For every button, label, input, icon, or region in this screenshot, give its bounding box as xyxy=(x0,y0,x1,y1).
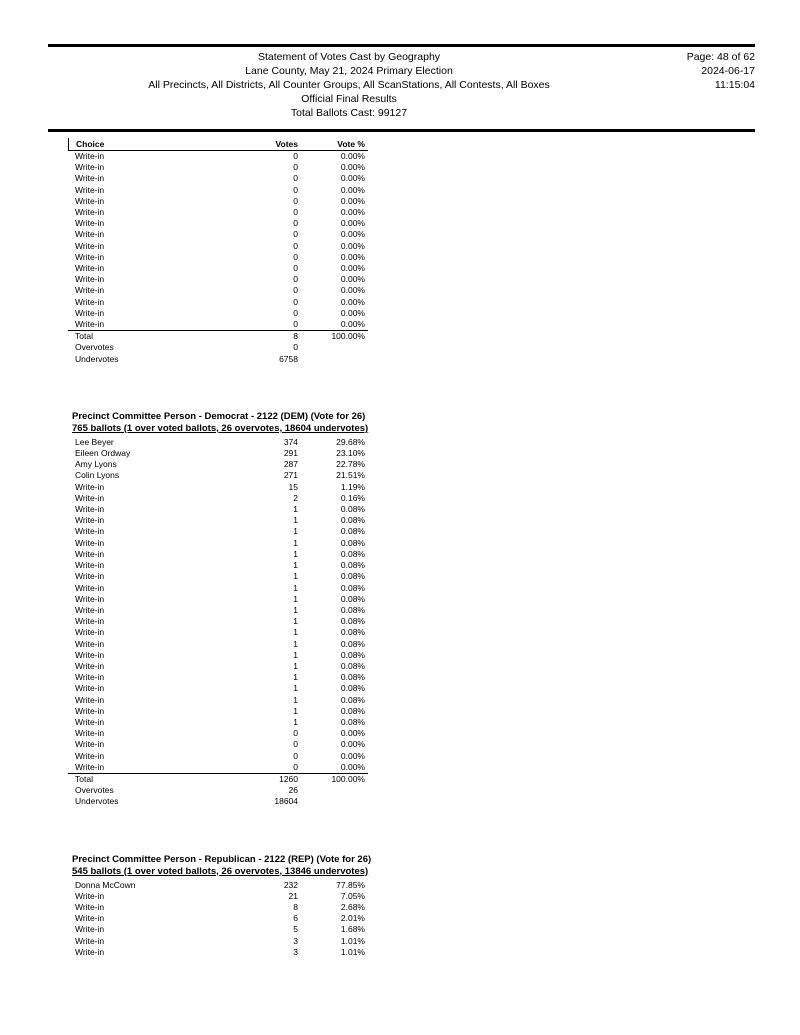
table-row xyxy=(68,627,368,638)
contest-ballots-summary: 545 ballots (1 over voted ballots, 26 overvotes, 13846 undervotes) xyxy=(72,865,369,877)
votes-cell: 21 xyxy=(288,890,298,901)
choice-cell: Write-in xyxy=(75,548,105,559)
vote-percent-cell: 0.00% xyxy=(340,162,365,173)
table-body xyxy=(68,880,368,958)
votes-cell: 232 xyxy=(283,879,298,890)
choice-cell: Write-in xyxy=(75,560,105,571)
votes-cell: 5 xyxy=(293,924,298,935)
table-row xyxy=(68,774,368,785)
vote-percent-cell: 0.08% xyxy=(340,649,365,660)
table-row xyxy=(68,342,368,353)
table-row xyxy=(68,482,368,493)
report-header-center xyxy=(48,50,650,120)
table-row xyxy=(68,448,368,459)
choice-cell: Write-in xyxy=(75,229,105,240)
table-row xyxy=(68,319,368,330)
votes-cell: 1 xyxy=(293,616,298,627)
votes-cell: 1 xyxy=(293,560,298,571)
contest-title: Precinct Committee Person - Democrat - 2122 (DEM) (Vote for 26) xyxy=(72,410,366,422)
votes-cell: 0 xyxy=(293,285,298,296)
table-row xyxy=(68,616,368,627)
choice-cell: Write-in xyxy=(75,694,105,705)
choice-cell: Amy Lyons xyxy=(75,459,117,470)
total-ballots-line: Total Ballots Cast: 99127 xyxy=(290,107,408,119)
votes-cell: 1 xyxy=(293,515,298,526)
choice-cell: Write-in xyxy=(75,274,105,285)
table-row xyxy=(68,162,368,173)
votes-cell: 18604 xyxy=(274,796,298,807)
votes-cell: 287 xyxy=(283,459,298,470)
votes-cell: 1 xyxy=(293,683,298,694)
votes-cell: 1 xyxy=(293,716,298,727)
vote-percent-cell: 2.68% xyxy=(340,901,365,912)
choice-cell: Write-in xyxy=(75,705,105,716)
table-row xyxy=(68,437,368,448)
table-row xyxy=(68,515,368,526)
votes-cell: 0 xyxy=(293,263,298,274)
votes-cell: 26 xyxy=(288,785,298,796)
choice-cell: Write-in xyxy=(75,162,105,173)
vote-percent-cell: 77.85% xyxy=(336,879,365,890)
choice-cell: Write-in xyxy=(75,582,105,593)
votes-cell: 0 xyxy=(293,151,298,161)
vote-percent-cell: 0.00% xyxy=(340,739,365,750)
table-header-row xyxy=(68,138,368,151)
choice-cell: Write-in xyxy=(75,240,105,251)
votes-cell: 0 xyxy=(293,207,298,218)
choice-cell: Write-in xyxy=(75,750,105,761)
vote-percent-cell: 100.00% xyxy=(331,773,365,784)
vote-percent-cell: 0.00% xyxy=(340,195,365,206)
report-header-right xyxy=(650,50,755,120)
vote-percent-cell: 0.08% xyxy=(340,571,365,582)
votes-cell: 1 xyxy=(293,537,298,548)
table-row xyxy=(68,331,368,342)
table-row xyxy=(68,207,368,218)
table-row xyxy=(68,493,368,504)
votes-cell: 0 xyxy=(293,274,298,285)
votes-cell: 1 xyxy=(293,526,298,537)
choice-cell: Write-in xyxy=(75,593,105,604)
choice-cell: Write-in xyxy=(75,195,105,206)
votes-cell: 1 xyxy=(293,660,298,671)
table-row xyxy=(68,605,368,616)
votes-cell: 0 xyxy=(293,319,298,330)
choice-cell: Write-in xyxy=(75,890,105,901)
table-summary xyxy=(68,774,368,808)
choice-cell: Write-in xyxy=(75,604,105,615)
table-row xyxy=(68,151,368,162)
table-row xyxy=(68,297,368,308)
votes-cell: 3 xyxy=(293,946,298,957)
vote-percent-cell: 0.00% xyxy=(340,285,365,296)
table-row xyxy=(68,229,368,240)
choice-cell: Write-in xyxy=(75,627,105,638)
choice-cell: Write-in xyxy=(75,526,105,537)
table-row xyxy=(68,285,368,296)
page-number: Page: 48 of 62 xyxy=(686,51,755,63)
votes-cell: 1 xyxy=(293,548,298,559)
results-status-line: Official Final Results xyxy=(301,93,397,105)
table-row xyxy=(68,470,368,481)
choice-cell: Write-in xyxy=(75,683,105,694)
vote-percent-cell: 0.08% xyxy=(340,705,365,716)
choice-cell: Write-in xyxy=(75,296,105,307)
votes-cell: 374 xyxy=(283,436,298,447)
choice-cell: Write-in xyxy=(75,660,105,671)
votes-cell: 0 xyxy=(293,162,298,173)
vote-percent-cell: 0.08% xyxy=(340,515,365,526)
table-row xyxy=(68,880,368,891)
table-row xyxy=(68,526,368,537)
table-row xyxy=(68,308,368,319)
table-row xyxy=(68,263,368,274)
votes-cell: 0 xyxy=(293,750,298,761)
vote-percent-cell xyxy=(298,342,368,353)
choice-cell: Write-in xyxy=(75,739,105,750)
choice-cell: Write-in xyxy=(75,901,105,912)
vote-percent-cell xyxy=(298,796,368,807)
table-row xyxy=(68,936,368,947)
table-row xyxy=(68,241,368,252)
votes-cell: 1 xyxy=(293,504,298,515)
votes-cell: 0 xyxy=(293,240,298,251)
choice-cell: Write-in xyxy=(75,571,105,582)
table-row xyxy=(68,459,368,470)
votes-cell: 291 xyxy=(283,448,298,459)
choice-cell: Write-in xyxy=(75,761,105,772)
table-row xyxy=(68,583,368,594)
header-divider xyxy=(48,129,755,132)
table-row xyxy=(68,218,368,229)
table-row xyxy=(68,924,368,935)
table-row xyxy=(68,796,368,807)
choice-cell: Total xyxy=(75,773,93,784)
choice-cell: Overvotes xyxy=(75,342,114,353)
choice-cell: Write-in xyxy=(75,492,105,503)
column-header-choice: Choice xyxy=(76,139,105,149)
table-row xyxy=(68,538,368,549)
vote-percent-cell: 0.00% xyxy=(340,307,365,318)
vote-percent-cell: 1.01% xyxy=(340,935,365,946)
table-row xyxy=(68,185,368,196)
table-row xyxy=(68,739,368,750)
results-table xyxy=(68,437,368,808)
choice-cell: Write-in xyxy=(75,207,105,218)
choice-cell: Write-in xyxy=(75,319,105,330)
vote-percent-cell: 0.08% xyxy=(340,537,365,548)
vote-percent-cell: 0.00% xyxy=(340,240,365,251)
vote-percent-cell: 7.05% xyxy=(340,890,365,901)
votes-cell: 1 xyxy=(293,705,298,716)
votes-cell: 6 xyxy=(293,913,298,924)
vote-percent-cell: 0.08% xyxy=(340,672,365,683)
table-row xyxy=(68,947,368,958)
vote-percent-cell: 1.01% xyxy=(340,946,365,957)
votes-cell: 0 xyxy=(293,184,298,195)
votes-cell: 2 xyxy=(293,492,298,503)
votes-cell: 1 xyxy=(293,672,298,683)
votes-cell: 0 xyxy=(293,173,298,184)
choice-cell: Lee Beyer xyxy=(75,436,114,447)
table-row xyxy=(68,728,368,739)
vote-percent-cell: 0.00% xyxy=(340,319,365,330)
table-summary xyxy=(68,331,368,365)
vote-percent-cell: 0.08% xyxy=(340,582,365,593)
table-row xyxy=(68,902,368,913)
vote-percent-cell: 0.16% xyxy=(340,492,365,503)
vote-percent-cell: 23.10% xyxy=(336,448,365,459)
choice-cell: Write-in xyxy=(75,616,105,627)
choice-cell: Write-in xyxy=(75,924,105,935)
table-row xyxy=(68,252,368,263)
report-time: 11:15:04 xyxy=(714,79,755,91)
table-row xyxy=(68,891,368,902)
choice-cell: Write-in xyxy=(75,173,105,184)
votes-cell: 0 xyxy=(293,218,298,229)
table-row xyxy=(68,762,368,773)
contest-section xyxy=(0,411,800,808)
contest-title: Precinct Committee Person - Republican - 2122 (REP) (Vote for 26) xyxy=(72,853,372,865)
vote-percent-cell: 0.08% xyxy=(340,716,365,727)
choice-cell: Write-in xyxy=(75,913,105,924)
table-row xyxy=(68,695,368,706)
choice-cell: Write-in xyxy=(75,946,105,957)
vote-percent-cell: 0.08% xyxy=(340,694,365,705)
table-row xyxy=(68,661,368,672)
votes-cell: 15 xyxy=(288,481,298,492)
votes-cell: 1 xyxy=(293,649,298,660)
table-row xyxy=(68,560,368,571)
votes-cell: 1 xyxy=(293,638,298,649)
table-row xyxy=(68,504,368,515)
choice-cell: Overvotes xyxy=(75,785,114,796)
table-row xyxy=(68,650,368,661)
vote-percent-cell: 0.00% xyxy=(340,173,365,184)
vote-percent-cell: 0.08% xyxy=(340,683,365,694)
votes-cell: 1 xyxy=(293,571,298,582)
choice-cell: Write-in xyxy=(75,307,105,318)
results-table xyxy=(68,138,368,365)
vote-percent-cell: 2.01% xyxy=(340,913,365,924)
votes-cell: 271 xyxy=(283,470,298,481)
votes-cell: 6758 xyxy=(279,353,298,364)
vote-percent-cell: 0.08% xyxy=(340,560,365,571)
choice-cell: Write-in xyxy=(75,251,105,262)
vote-percent-cell: 0.00% xyxy=(340,296,365,307)
report-title: Statement of Votes Cast by Geography xyxy=(257,51,441,63)
votes-cell: 0 xyxy=(293,739,298,750)
vote-percent-cell: 0.08% xyxy=(340,526,365,537)
vote-percent-cell: 0.08% xyxy=(340,660,365,671)
votes-cell: 0 xyxy=(293,195,298,206)
top-divider xyxy=(48,44,755,47)
table-row xyxy=(68,751,368,762)
choice-cell: Write-in xyxy=(75,263,105,274)
choice-cell: Write-in xyxy=(75,935,105,946)
choice-cell: Write-in xyxy=(75,638,105,649)
vote-percent-cell: 0.00% xyxy=(340,274,365,285)
votes-cell: 1260 xyxy=(279,773,298,784)
vote-percent-cell: 0.00% xyxy=(340,761,365,772)
vote-percent-cell: 0.00% xyxy=(340,151,365,161)
vote-percent-cell: 0.08% xyxy=(340,593,365,604)
vote-percent-cell: 0.00% xyxy=(340,750,365,761)
choice-cell: Write-in xyxy=(75,151,105,161)
vote-percent-cell: 0.08% xyxy=(340,616,365,627)
choice-cell: Write-in xyxy=(75,649,105,660)
votes-cell: 8 xyxy=(293,901,298,912)
column-header-vote-percent: Vote % xyxy=(337,139,365,149)
contest-sections xyxy=(0,138,800,958)
table-row xyxy=(68,706,368,717)
vote-percent-cell xyxy=(298,785,368,796)
vote-percent-cell: 100.00% xyxy=(331,331,365,342)
vote-percent-cell: 22.78% xyxy=(336,459,365,470)
table-row xyxy=(68,173,368,184)
vote-percent-cell: 0.00% xyxy=(340,229,365,240)
vote-percent-cell: 1.19% xyxy=(340,481,365,492)
choice-cell: Donna McCown xyxy=(75,879,136,890)
report-date: 2024-06-17 xyxy=(701,65,755,77)
votes-cell: 1 xyxy=(293,694,298,705)
table-body xyxy=(68,437,368,774)
choice-cell: Write-in xyxy=(75,672,105,683)
table-row xyxy=(68,785,368,796)
results-table xyxy=(68,880,368,958)
votes-cell: 0 xyxy=(293,296,298,307)
votes-cell: 8 xyxy=(293,331,298,342)
table-row xyxy=(68,639,368,650)
choice-cell: Total xyxy=(75,331,93,342)
votes-cell: 1 xyxy=(293,582,298,593)
choice-cell: Write-in xyxy=(75,218,105,229)
votes-cell: 0 xyxy=(293,251,298,262)
choice-cell: Write-in xyxy=(75,537,105,548)
vote-percent-cell: 0.08% xyxy=(340,627,365,638)
vote-percent-cell: 0.00% xyxy=(340,218,365,229)
table-row xyxy=(68,196,368,207)
table-row xyxy=(68,594,368,605)
choice-cell: Colin Lyons xyxy=(75,470,120,481)
table-row xyxy=(68,354,368,365)
table-row xyxy=(68,274,368,285)
vote-percent-cell: 0.00% xyxy=(340,728,365,739)
column-header-votes: Votes xyxy=(275,139,298,149)
vote-percent-cell: 0.08% xyxy=(340,548,365,559)
vote-percent-cell: 0.00% xyxy=(340,251,365,262)
vote-percent-cell: 21.51% xyxy=(336,470,365,481)
votes-cell: 0 xyxy=(293,728,298,739)
choice-cell: Write-in xyxy=(75,481,105,492)
election-line: Lane County, May 21, 2024 Primary Election xyxy=(245,65,453,77)
vote-percent-cell: 0.00% xyxy=(340,184,365,195)
votes-cell: 1 xyxy=(293,627,298,638)
contest-section xyxy=(0,138,800,365)
vote-percent-cell: 0.00% xyxy=(340,263,365,274)
choice-cell: Write-in xyxy=(75,515,105,526)
contest-ballots-summary: 765 ballots (1 over voted ballots, 26 overvotes, 18604 undervotes) xyxy=(72,422,369,434)
choice-cell: Eileen Ordway xyxy=(75,448,131,459)
table-row xyxy=(68,913,368,924)
choice-cell: Write-in xyxy=(75,184,105,195)
choice-cell: Undervotes xyxy=(75,796,119,807)
votes-cell: 0 xyxy=(293,307,298,318)
vote-percent-cell xyxy=(298,354,368,365)
vote-percent-cell: 0.08% xyxy=(340,638,365,649)
choice-cell: Write-in xyxy=(75,716,105,727)
scope-line: All Precincts, All Districts, All Counter Groups, All ScanStations, All Contests, All Boxes xyxy=(148,79,550,91)
vote-percent-cell: 0.08% xyxy=(340,604,365,615)
vote-percent-cell: 29.68% xyxy=(336,436,365,447)
votes-cell: 0 xyxy=(293,229,298,240)
table-row xyxy=(68,549,368,560)
contest-section xyxy=(0,854,800,958)
choice-cell: Write-in xyxy=(75,504,105,515)
vote-percent-cell: 0.00% xyxy=(340,207,365,218)
votes-cell: 1 xyxy=(293,593,298,604)
votes-cell: 3 xyxy=(293,935,298,946)
choice-cell: Write-in xyxy=(75,285,105,296)
table-row xyxy=(68,571,368,582)
votes-cell: 0 xyxy=(293,342,298,353)
choice-cell: Undervotes xyxy=(75,353,119,364)
table-row xyxy=(68,683,368,694)
choice-cell: Write-in xyxy=(75,728,105,739)
vote-percent-cell: 1.68% xyxy=(340,924,365,935)
table-row xyxy=(68,672,368,683)
table-row xyxy=(68,717,368,728)
votes-cell: 0 xyxy=(293,761,298,772)
vote-percent-cell: 0.08% xyxy=(340,504,365,515)
table-body xyxy=(68,151,368,331)
report-header xyxy=(48,50,755,120)
votes-cell: 1 xyxy=(293,604,298,615)
